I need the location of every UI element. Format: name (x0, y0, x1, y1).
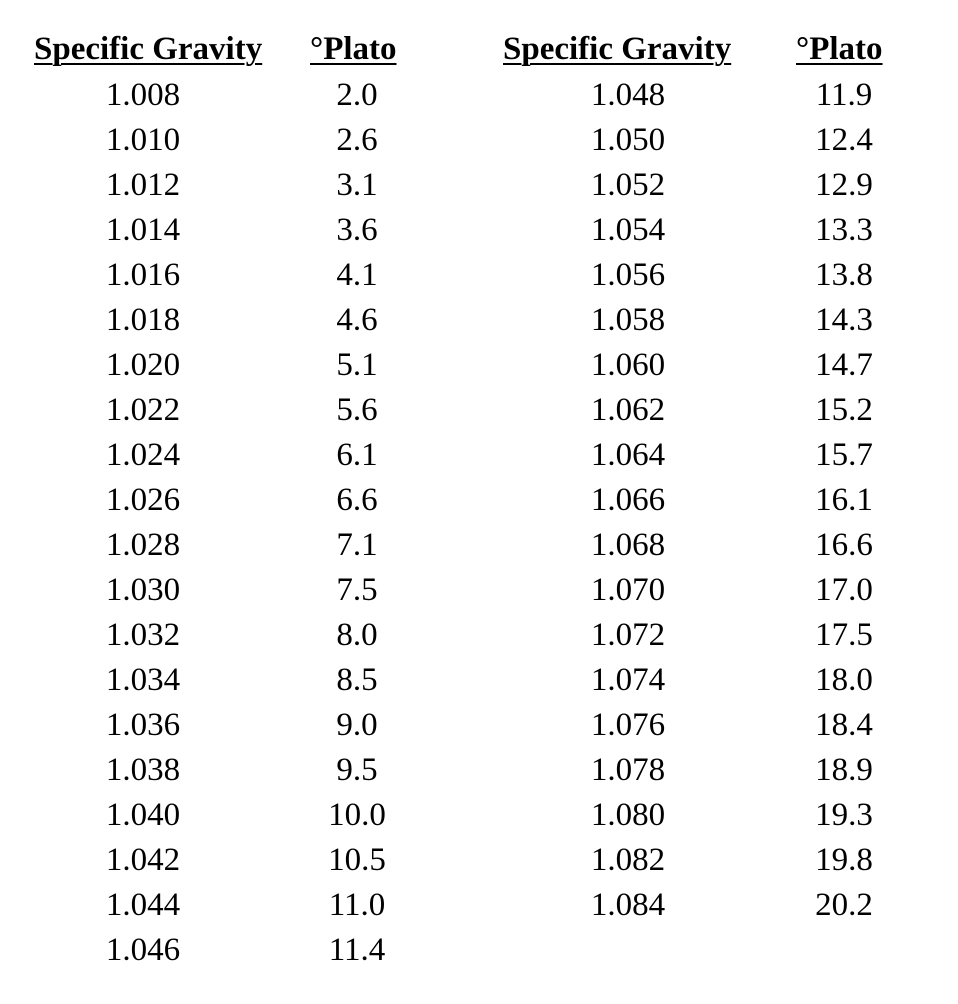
plato-cell: 18.0 (815, 662, 873, 698)
plato-cell: 10.0 (328, 797, 386, 833)
specific-gravity-cell: 1.072 (590, 617, 666, 653)
plato-cell: 4.1 (336, 257, 378, 293)
plato-cell: 9.5 (336, 752, 378, 788)
specific-gravity-cell: 1.048 (590, 77, 666, 113)
specific-gravity-cell: 1.076 (590, 707, 666, 743)
plato-cell: 8.5 (336, 662, 378, 698)
plato-cell: 11.4 (328, 932, 386, 968)
plato-cell: 14.3 (815, 302, 873, 338)
plato-cell: 11.9 (815, 77, 873, 113)
specific-gravity-cell: 1.070 (590, 572, 666, 608)
plato-cell: 16.1 (815, 482, 873, 518)
plato-cell: 12.9 (815, 167, 873, 203)
specific-gravity-cell: 1.034 (105, 662, 181, 698)
plato-cell: 19.8 (815, 842, 873, 878)
specific-gravity-cell: 1.054 (590, 212, 666, 248)
plato-cell: 3.6 (336, 212, 378, 248)
plato-cell: 8.0 (336, 617, 378, 653)
specific-gravity-cell: 1.078 (590, 752, 666, 788)
plato-cell: 20.2 (815, 887, 873, 923)
specific-gravity-cell: 1.022 (105, 392, 181, 428)
specific-gravity-cell: 1.018 (105, 302, 181, 338)
specific-gravity-cell: 1.032 (105, 617, 181, 653)
plato-cell: 14.7 (815, 347, 873, 383)
specific-gravity-cell: 1.050 (590, 122, 666, 158)
specific-gravity-cell: 1.026 (105, 482, 181, 518)
plato-cell: 12.4 (815, 122, 873, 158)
plato-cell: 18.9 (815, 752, 873, 788)
specific-gravity-cell: 1.058 (590, 302, 666, 338)
plato-cell: 11.0 (328, 887, 386, 923)
plato-cell: 16.6 (815, 527, 873, 563)
plato-cell: 5.1 (336, 347, 378, 383)
plato-cell: 15.2 (815, 392, 873, 428)
specific-gravity-cell: 1.052 (590, 167, 666, 203)
specific-gravity-cell: 1.008 (105, 77, 181, 113)
plato-cell: 13.8 (815, 257, 873, 293)
specific-gravity-cell: 1.014 (105, 212, 181, 248)
specific-gravity-cell: 1.066 (590, 482, 666, 518)
specific-gravity-cell: 1.036 (105, 707, 181, 743)
specific-gravity-cell: 1.012 (105, 167, 181, 203)
specific-gravity-cell: 1.020 (105, 347, 181, 383)
plato-cell: 6.1 (336, 437, 378, 473)
plato-cell: 2.0 (336, 77, 378, 113)
specific-gravity-cell: 1.068 (590, 527, 666, 563)
specific-gravity-cell: 1.084 (590, 887, 666, 923)
specific-gravity-cell: 1.030 (105, 572, 181, 608)
plato-cell: 2.6 (336, 122, 378, 158)
specific-gravity-cell: 1.038 (105, 752, 181, 788)
specific-gravity-cell: 1.056 (590, 257, 666, 293)
left-plato-header: °Plato (310, 31, 397, 67)
plato-cell: 13.3 (815, 212, 873, 248)
plato-cell: 15.7 (815, 437, 873, 473)
specific-gravity-cell: 1.080 (590, 797, 666, 833)
plato-cell: 19.3 (815, 797, 873, 833)
right-specific-gravity-header: Specific Gravity (503, 31, 732, 67)
specific-gravity-cell: 1.016 (105, 257, 181, 293)
plato-cell: 7.5 (336, 572, 378, 608)
specific-gravity-cell: 1.042 (105, 842, 181, 878)
plato-cell: 9.0 (336, 707, 378, 743)
specific-gravity-cell: 1.082 (590, 842, 666, 878)
plato-cell: 17.0 (815, 572, 873, 608)
specific-gravity-cell: 1.060 (590, 347, 666, 383)
specific-gravity-cell: 1.074 (590, 662, 666, 698)
specific-gravity-cell: 1.010 (105, 122, 181, 158)
plato-cell: 6.6 (336, 482, 378, 518)
specific-gravity-cell: 1.064 (590, 437, 666, 473)
plato-cell: 7.1 (336, 527, 378, 563)
right-plato-header: °Plato (796, 31, 883, 67)
specific-gravity-cell: 1.062 (590, 392, 666, 428)
plato-cell: 10.5 (328, 842, 386, 878)
specific-gravity-cell: 1.044 (105, 887, 181, 923)
specific-gravity-cell: 1.046 (105, 932, 181, 968)
specific-gravity-cell: 1.024 (105, 437, 181, 473)
left-specific-gravity-header: Specific Gravity (34, 31, 263, 67)
plato-cell: 3.1 (336, 167, 378, 203)
plato-cell: 17.5 (815, 617, 873, 653)
specific-gravity-cell: 1.040 (105, 797, 181, 833)
plato-cell: 5.6 (336, 392, 378, 428)
specific-gravity-cell: 1.028 (105, 527, 181, 563)
plato-cell: 4.6 (336, 302, 378, 338)
plato-cell: 18.4 (815, 707, 873, 743)
